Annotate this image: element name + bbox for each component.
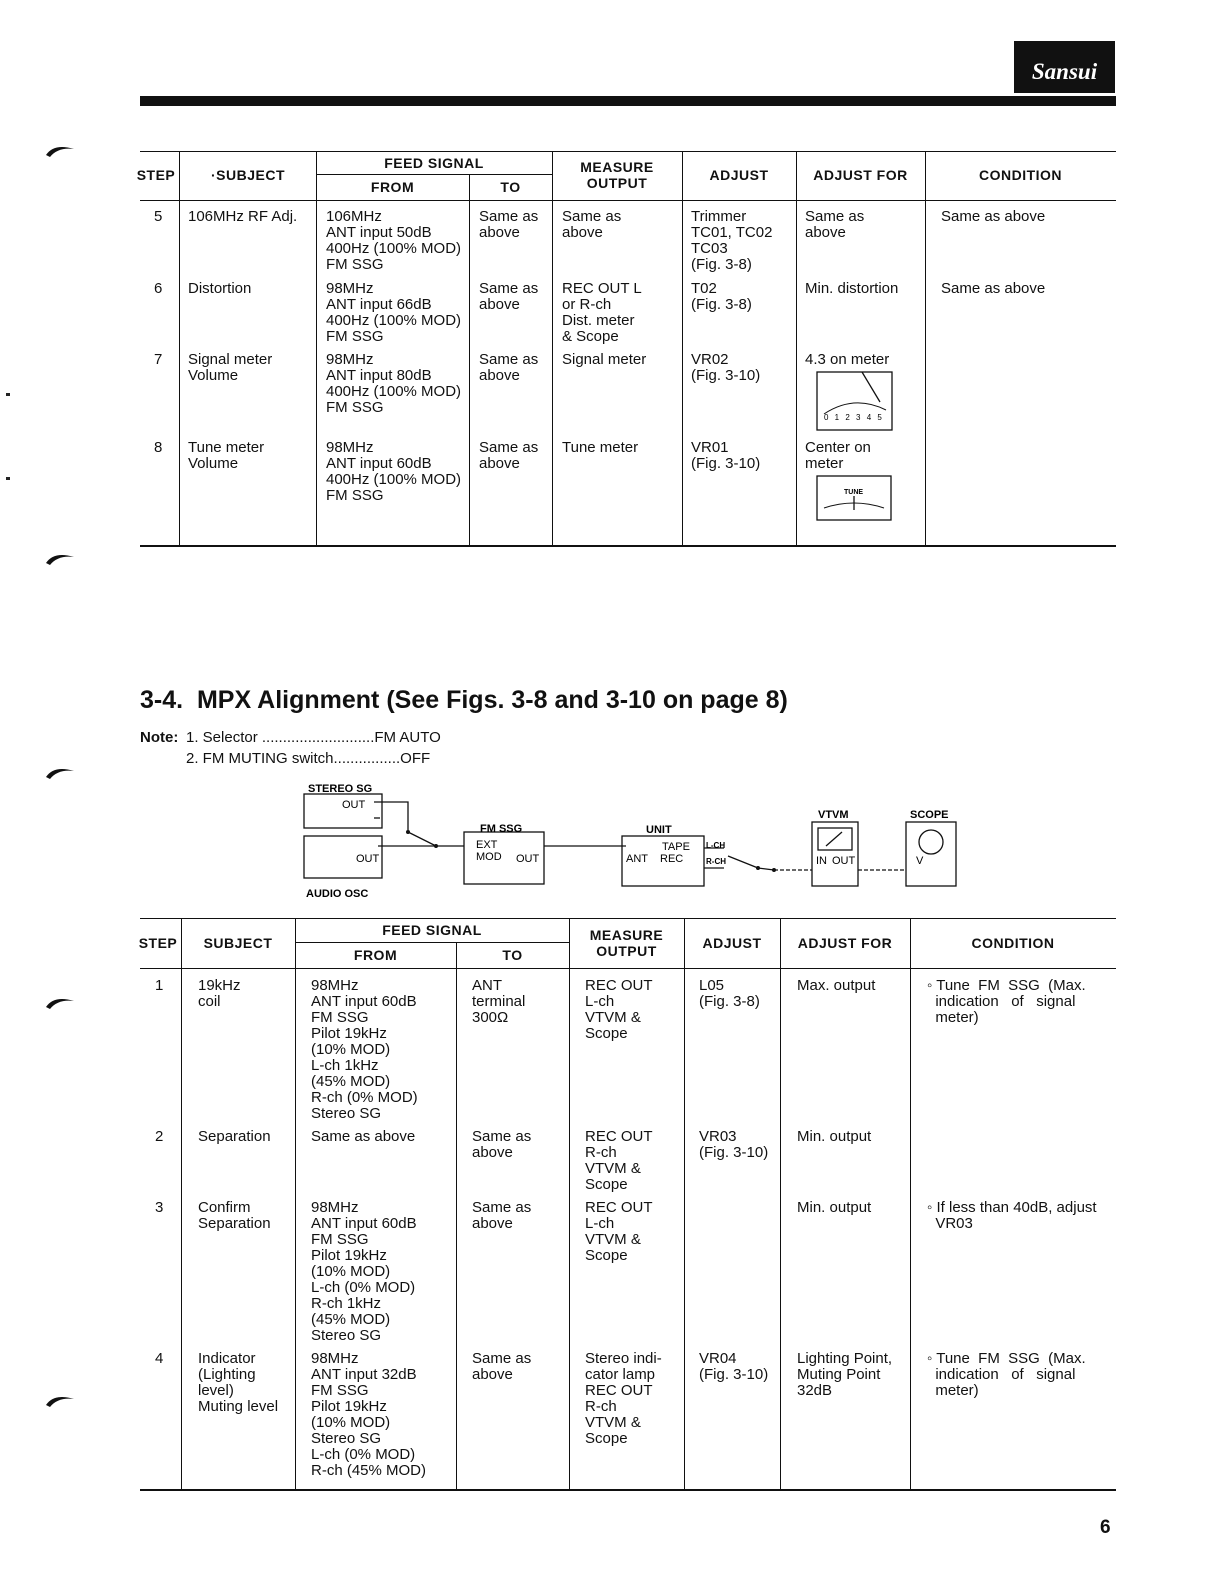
col-step: STEP <box>136 167 176 183</box>
col-from: FROM <box>370 179 415 195</box>
table-cell-from: 98MHz ANT input 60dB FM SSG Pilot 19kHz (10% MOD) L-ch 1kHz (45% MOD) R-ch (0% MOD) Stereo SG <box>311 977 418 1122</box>
table-cell-from: 106MHz ANT input 50dB 400Hz (100% MOD) FM SSG <box>326 208 462 273</box>
table-cell-measure: Tune meter <box>562 439 639 456</box>
table-cell-from: 98MHz ANT input 32dB FM SSG Pilot 19kHz (10% MOD) Stereo SG L-ch (0% MOD) R-ch (45% MOD) <box>311 1350 427 1479</box>
table-cell-adjust: T02 (Fig. 3-8) <box>691 280 752 313</box>
table-cell-condition: ◦ If less than 40dB, adjust VR03 <box>927 1199 1097 1232</box>
diagram-label-v: V <box>916 855 924 867</box>
table-cell-subject: Tune meter Volume <box>188 439 265 472</box>
table-cell-adjust-for: Min. output <box>797 1199 872 1216</box>
section-title: 3-4. MPX Alignment (See Figs. 3-8 and 3-10 on page 8) <box>140 686 788 714</box>
table-cell-subject: Signal meter Volume <box>188 351 273 384</box>
diagram-label-vtvm: VTVM <box>818 809 849 821</box>
col-from: FROM <box>353 947 398 963</box>
table-cell-adjust-for: Min. output <box>797 1128 872 1145</box>
tune-meter-icon <box>816 474 894 522</box>
table-cell-from: 98MHz ANT input 66dB 400Hz (100% MOD) FM SSG <box>326 280 462 345</box>
table-cell-step: 6 <box>154 280 163 297</box>
table-cell-adjust: Trimmer TC01, TC02 TC03 (Fig. 3-8) <box>691 208 773 273</box>
diagram-label-ext: EXT <box>476 839 498 851</box>
col-condition: CONDITION <box>971 935 1055 951</box>
table-cell-to: ANT terminal 300Ω <box>472 977 526 1026</box>
table-cell-step: 4 <box>155 1350 164 1367</box>
table-cell-to: Same as above <box>479 439 539 472</box>
sansui-logo: Sansui <box>1014 41 1115 93</box>
table-cell-condition: ◦ Tune FM SSG (Max. indication of signal meter) <box>927 977 1086 1026</box>
table-cell-adjust-for: Max. output <box>797 977 876 994</box>
table-cell-subject: 106MHz RF Adj. <box>188 208 298 225</box>
table-cell-measure: REC OUT R-ch VTVM & Scope <box>585 1128 653 1193</box>
table-cell-adjust: VR01 (Fig. 3-10) <box>691 439 761 472</box>
table-cell-measure: Same as above <box>562 208 622 241</box>
table-cell-from: 98MHz ANT input 80dB 400Hz (100% MOD) FM SSG <box>326 351 462 416</box>
table-cell-measure: Signal meter <box>562 351 647 368</box>
table-cell-subject: 19kHz coil <box>198 977 241 1010</box>
table-cell-subject: Separation <box>198 1128 271 1145</box>
table-cell-adjust-for: Min. distortion <box>805 280 899 297</box>
margin-dot <box>6 393 10 396</box>
table-cell-from: 98MHz ANT input 60dB FM SSG Pilot 19kHz (10% MOD) L-ch (0% MOD) R-ch 1kHz (45% MOD) Stereo SG <box>311 1199 417 1344</box>
diagram-label-lch: L-CH <box>706 841 726 850</box>
col-feed-signal: FEED SIGNAL <box>384 155 484 171</box>
binder-hole-mark <box>44 551 76 565</box>
table-cell-adjust: VR02 (Fig. 3-10) <box>691 351 761 384</box>
table-cell-measure: REC OUT L or R-ch Dist. meter & Scope <box>562 280 642 345</box>
diagram-label-out: OUT <box>516 853 540 865</box>
diagram-label-out: OUT <box>356 853 380 865</box>
note-1: 1. Selector ...........................FM AUTO <box>186 729 441 746</box>
table-cell-step: 1 <box>155 977 164 994</box>
diagram-label-out: OUT <box>342 799 366 811</box>
col-feed-signal: FEED SIGNAL <box>382 922 482 938</box>
col-to: TO <box>502 947 523 963</box>
col-condition: CONDITION <box>978 167 1063 183</box>
diagram-label-stereo-sg: STEREO SG <box>308 783 373 795</box>
diagram-label-in: IN <box>816 855 827 867</box>
table-cell-condition: Same as above <box>941 280 1046 297</box>
binder-hole-mark <box>44 143 76 157</box>
col-subject: SUBJECT <box>203 935 273 951</box>
diagram-label-unit: UNIT <box>646 824 672 836</box>
table-cell-step: 8 <box>154 439 163 456</box>
diagram-label-rec: REC <box>660 853 684 865</box>
table-cell-to: Same as above <box>479 351 539 384</box>
table-cell-step: 2 <box>155 1128 164 1145</box>
binder-hole-mark <box>44 765 76 779</box>
note-label: Note: <box>140 729 179 746</box>
diagram-label-fm-ssg: FM SSG <box>480 823 523 835</box>
diagram-label-audio-osc: AUDIO OSC <box>306 888 369 900</box>
diagram-label-scope: SCOPE <box>910 809 949 821</box>
binder-hole-mark <box>44 1393 76 1407</box>
table-cell-condition: Same as above <box>941 208 1046 225</box>
col-subject: ·SUBJECT <box>210 167 285 183</box>
col-adjust: ADJUST <box>709 167 769 183</box>
table-cell-condition: ◦ Tune FM SSG (Max. indication of signal meter) <box>927 1350 1086 1399</box>
table-cell-subject: Confirm Separation <box>198 1199 271 1232</box>
diagram-label-mod: MOD <box>476 851 502 863</box>
table-cell-measure: Stereo indi- cator lamp REC OUT R-ch VTVM & Scope <box>585 1350 662 1447</box>
diagram-label-out: OUT <box>832 855 856 867</box>
col-adjust: ADJUST <box>702 935 762 951</box>
margin-dot <box>6 477 10 480</box>
col-step: STEP <box>138 935 178 951</box>
page-number: 6 <box>1100 1517 1111 1538</box>
table-cell-measure: REC OUT L-ch VTVM & Scope <box>585 1199 653 1264</box>
table-cell-adjust-for: Center on meter <box>805 439 871 472</box>
table-cell-to: Same as above <box>479 280 539 313</box>
table-cell-step: 3 <box>155 1199 164 1216</box>
table-cell-adjust-for: Same as above <box>805 208 865 241</box>
table-cell-to: Same as above <box>479 208 539 241</box>
tune-meter-label: TUNE <box>844 489 864 496</box>
table-cell-from: Same as above <box>311 1128 416 1145</box>
table-cell-step: 5 <box>154 208 163 225</box>
table-cell-to: Same as above <box>472 1199 532 1232</box>
header-rule <box>140 96 1116 106</box>
diagram-label-rch: R-CH <box>706 857 726 866</box>
binder-hole-mark <box>44 995 76 1009</box>
table-cell-adjust-for: 4.3 on meter <box>805 351 890 368</box>
signal-meter-scale: 0 1 2 3 4 5 <box>824 413 884 422</box>
col-to: TO <box>500 179 521 195</box>
table-cell-subject: Distortion <box>188 280 252 297</box>
table-cell-adjust: L05 (Fig. 3-8) <box>699 977 760 1010</box>
diagram-label-tape: TAPE <box>662 841 690 853</box>
table-cell-adjust: VR04 (Fig. 3-10) <box>699 1350 769 1383</box>
signal-meter-icon <box>816 370 894 432</box>
col-measure-output: MEASURE OUTPUT <box>589 927 664 959</box>
table-cell-adjust-for: Lighting Point, Muting Point 32dB <box>797 1350 893 1399</box>
diagram-label-ant: ANT <box>626 853 648 865</box>
table-cell-from: 98MHz ANT input 60dB 400Hz (100% MOD) FM SSG <box>326 439 462 504</box>
table-cell-adjust: VR03 (Fig. 3-10) <box>699 1128 769 1161</box>
col-adjust-for: ADJUST FOR <box>813 167 908 183</box>
table-cell-to: Same as above <box>472 1350 532 1383</box>
col-adjust-for: ADJUST FOR <box>797 935 893 951</box>
table-cell-step: 7 <box>154 351 163 368</box>
mpx-test-setup-diagram <box>296 780 966 904</box>
table-cell-subject: Indicator (Lighting level) Muting level <box>198 1350 279 1415</box>
table-cell-to: Same as above <box>472 1128 532 1161</box>
table-cell-measure: REC OUT L-ch VTVM & Scope <box>585 977 653 1042</box>
note-2: 2. FM MUTING switch................OFF <box>186 750 431 767</box>
col-measure-output: MEASURE OUTPUT <box>580 159 654 191</box>
